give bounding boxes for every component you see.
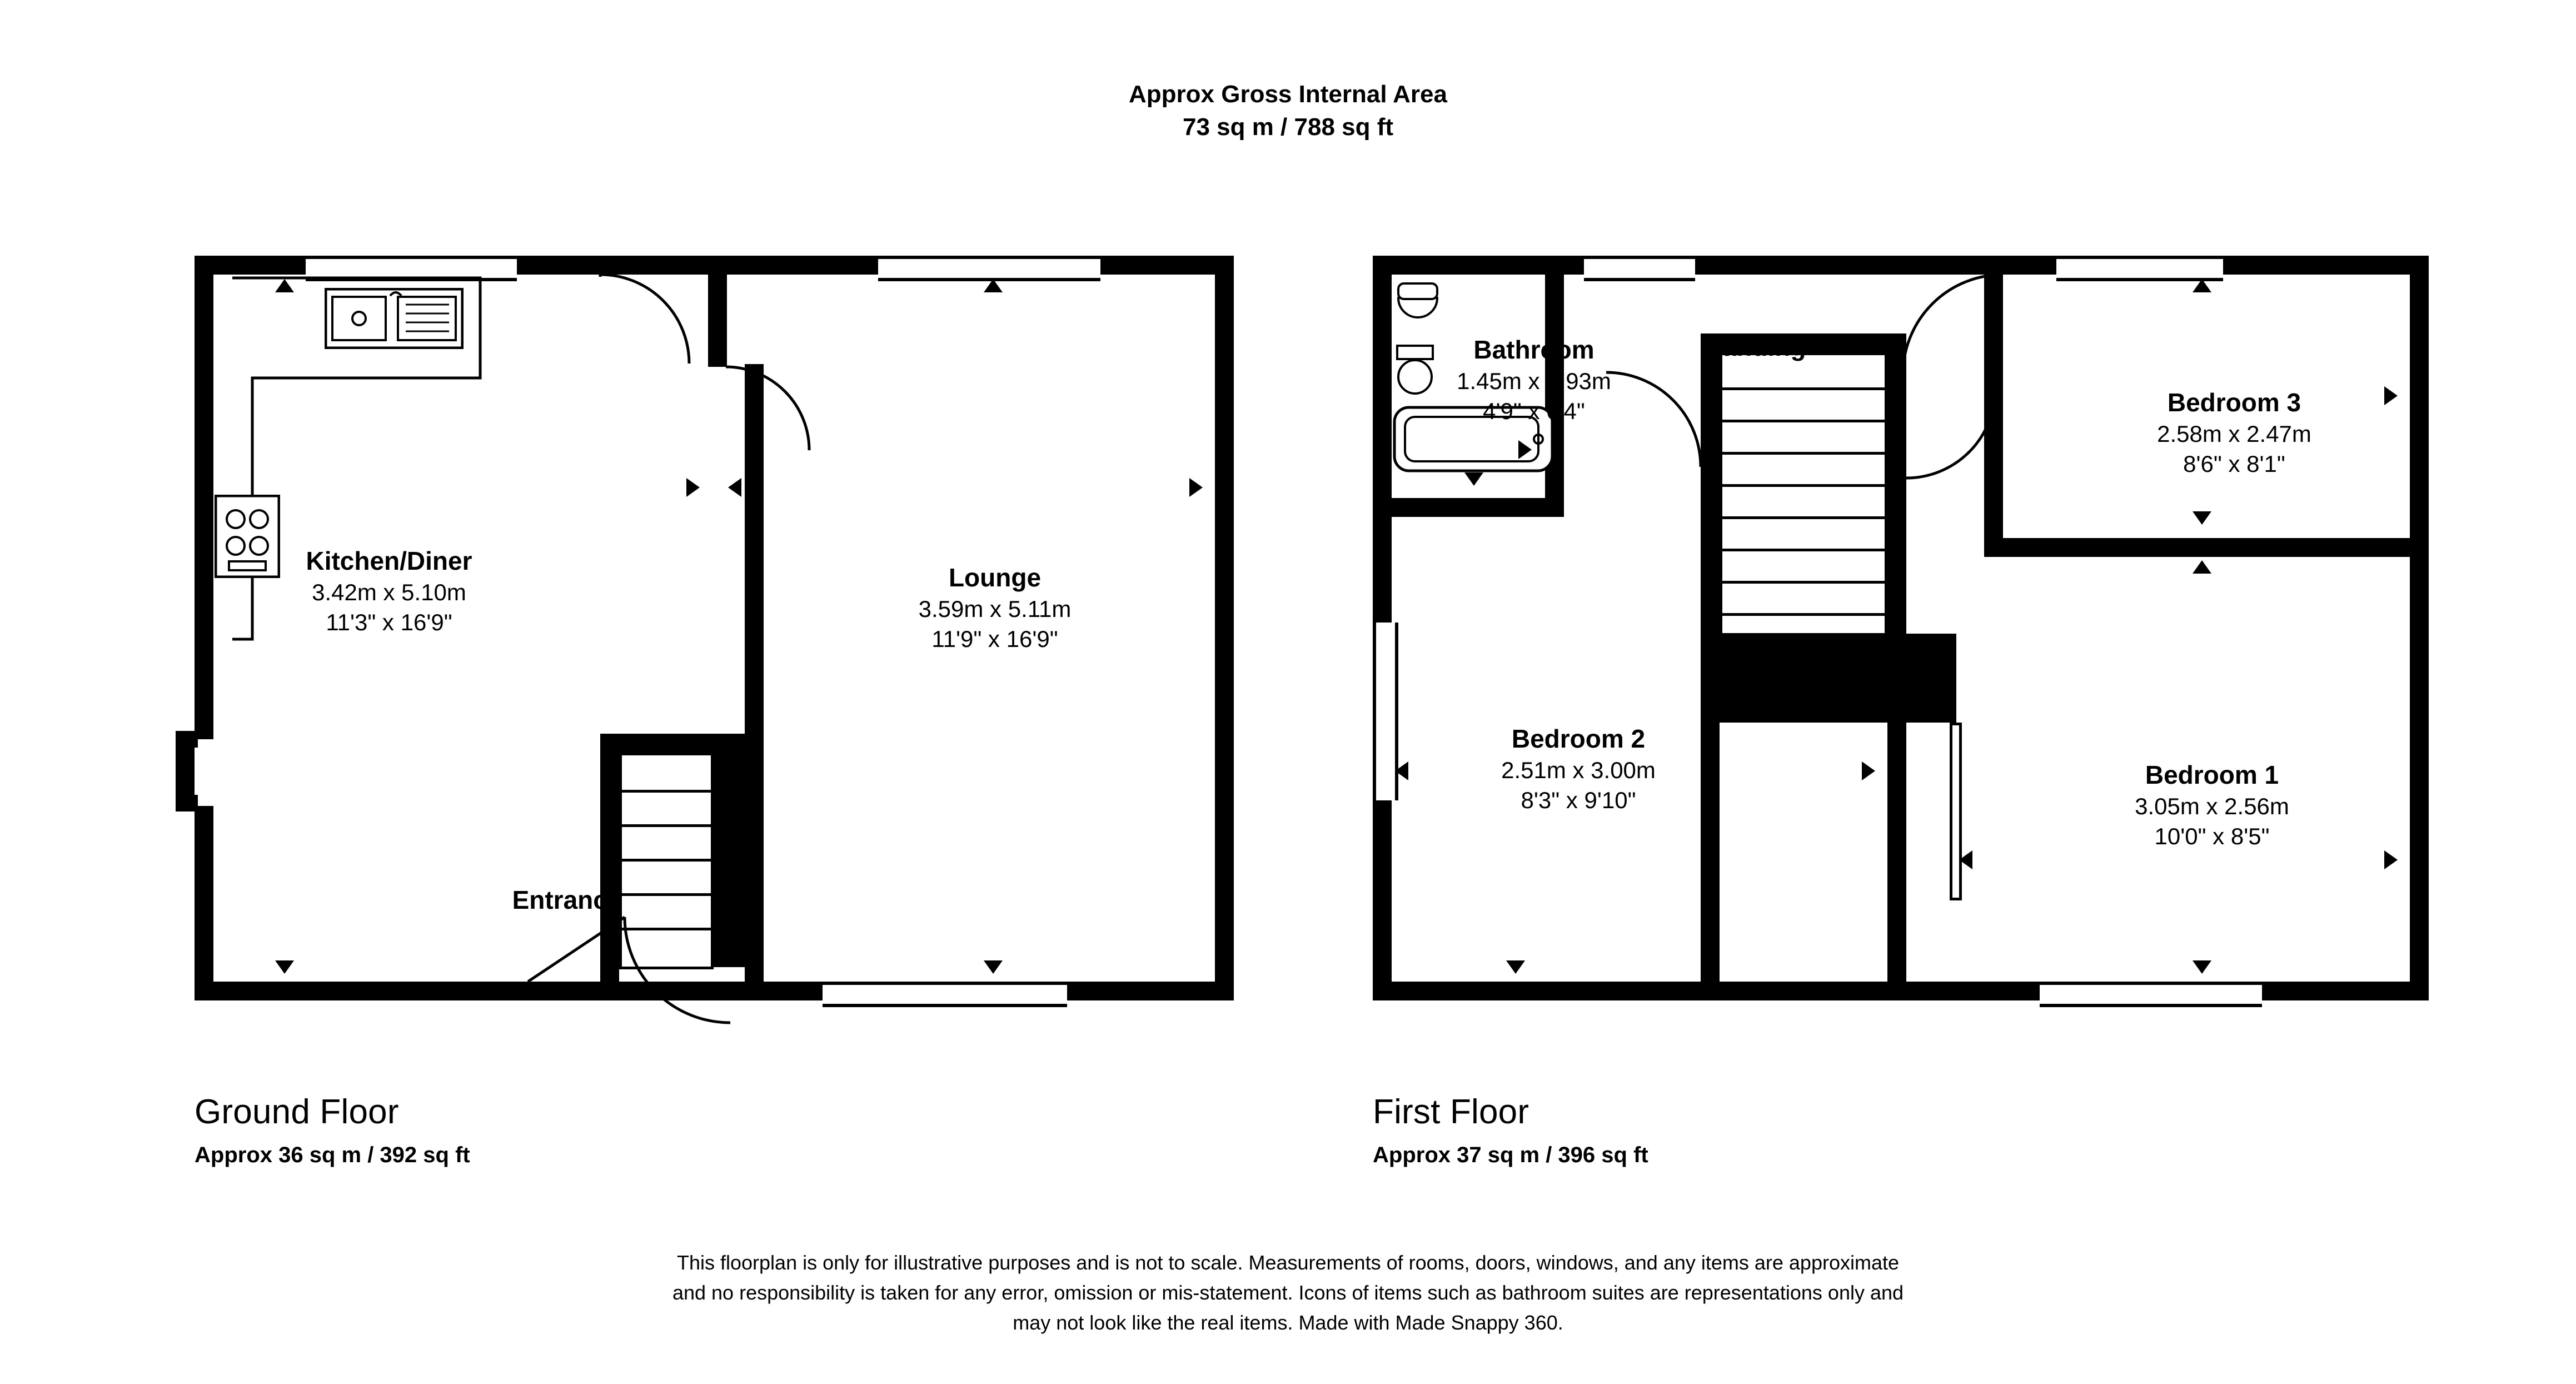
disclaimer-line-3: may not look like the real items. Made with Made Snappy 360.: [1013, 1311, 1563, 1334]
first-floor-area: Approx 37 sq m / 396 sq ft: [1373, 1143, 1648, 1167]
door-entrance-icon: [625, 917, 730, 1023]
room-label-bathroom: Bathroom 1.45m x 1.93m 4'9" x 6'4": [1457, 335, 1611, 424]
ground-floor-caption: [195, 1092, 861, 1168]
room-label-bedroom3: Bedroom 3 2.58m x 2.47m 8'6" x 8'1": [2157, 388, 2311, 477]
first-floor-title: First Floor: [1373, 1093, 1529, 1131]
dim-arrow-kitchen-top: [275, 279, 294, 292]
dim-arrow-lounge-left: [728, 478, 741, 497]
dim-arrow-bathroom-bottom: [1464, 472, 1483, 486]
disclaimer-line-1: This floorplan is only for illustrative purposes and is not to scale. Measurements of rooms, doors, windows, and any items are approximate: [676, 1251, 1900, 1274]
dim-arrow-bathroom-right: [1518, 440, 1532, 459]
dim-arrow-lounge-bottom: [984, 960, 1003, 974]
room-label-landing: Landing: [1706, 332, 1806, 361]
dim-arrow-kitchen-left: [197, 478, 211, 497]
dim-arrow-bedroom2-bottom: [1506, 960, 1525, 974]
room-label-kitchen-diner: Kitchen/Diner 3.42m x 5.10m 11'3" x 16'9": [306, 546, 472, 635]
first-floor-caption: [1373, 1092, 2040, 1168]
gross-area-label: Approx Gross Internal Area: [1129, 81, 1447, 108]
room-label-bedroom1: Bedroom 1 3.05m x 2.56m 10'0" x 8'5": [2135, 760, 2289, 849]
room-label-bedroom2: Bedroom 2 2.51m x 3.00m 8'3" x 9'10": [1501, 724, 1656, 813]
dim-arrow-bedroom3-bottom: [2193, 511, 2211, 525]
ground-floor-title: Ground Floor: [195, 1093, 399, 1131]
door-landing-icon: [1906, 389, 1995, 478]
dim-arrow-kitchen-bottom: [275, 960, 294, 974]
dim-arrow-bedroom3-bottom2: [2193, 560, 2211, 574]
dim-arrow-kitchen-right: [686, 478, 700, 497]
door-bedroom3-icon: [1903, 275, 2003, 375]
disclaimer: [0, 1248, 2576, 1338]
dim-arrow-lounge-right: [1189, 478, 1203, 497]
gross-area-value: 73 sq m / 788 sq ft: [1182, 113, 1394, 141]
dim-arrow-lounge-top: [984, 279, 1003, 292]
page-title: [0, 78, 2576, 144]
dim-arrow-bedroom2-right: [1862, 761, 1875, 780]
door-kitchen-icon: [600, 275, 689, 364]
dim-arrow-bedroom3-top: [2193, 279, 2211, 292]
room-label-entrance: Entrance: [512, 885, 622, 914]
dim-arrow-bedroom3-left: [1987, 386, 2000, 405]
ground-floor-area: Approx 36 sq m / 392 sq ft: [195, 1143, 470, 1167]
dim-arrow-bedroom1-right: [2384, 850, 2398, 869]
disclaimer-line-2: and no responsibility is taken for any error, omission or mis-statement. Icons of items such as bathroom suites are representations only and: [672, 1281, 1904, 1304]
dim-arrow-bedroom1-bottom: [2193, 960, 2211, 974]
dim-arrow-bedroom1-left: [1959, 850, 1972, 869]
door-lounge-icon: [726, 367, 809, 450]
room-label-lounge: Lounge 3.59m x 5.11m 11'9" x 16'9": [918, 563, 1072, 652]
